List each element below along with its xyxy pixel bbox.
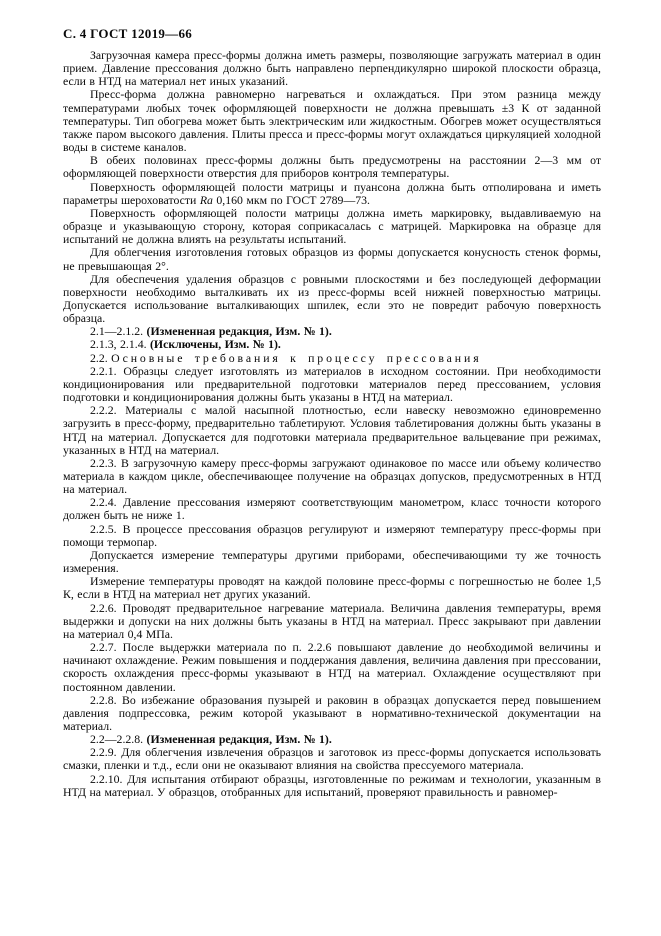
text-run: В обеих половинах пресс-формы должны быть предусмотрены на расстоянии 2—3 мм от оформляющей поверхности отверстия для приборов контроля температуры.: [63, 153, 601, 181]
paragraph: [63, 181, 601, 207]
paragraph: [63, 602, 601, 641]
paragraph: [63, 404, 601, 457]
text-run: 0,160 мкм по ГОСТ 2789—73.: [212, 192, 371, 207]
text-run: Поверхность оформляющей полости матрицы должна иметь маркировку, выдавливаемую на образце и указывающую сторону, которая соприкасалась с матрицей. Маркировка на образце для испытаний не должна влиять на результаты испытаний.: [63, 205, 601, 247]
text-run: 2.2.10. Для испытания отбирают образцы, изготовленные по режимам и технологии, указанным в НТД на материал. У образцов, отобранных для испытаний, проверяют правильность и равномер-: [63, 771, 601, 799]
text-run: Допускается измерение температуры другими приборами, обеспечивающими ту же точность измерения.: [63, 547, 601, 576]
text-run: 2.2.4. Давление прессования измеряют соответствующим манометром, класс точности которого должен быть не ниже 1.: [63, 495, 601, 523]
text-run: Основные требования к процессу прессования: [111, 350, 482, 365]
paragraph: [63, 365, 601, 404]
paragraph: [63, 694, 601, 733]
text-run: 2.1—2.1.2.: [90, 324, 147, 339]
paragraph: [63, 457, 601, 496]
text-run: Для обеспечения удаления образцов с ровными плоскостями и без последующей деформации поверхности необходимо выталкивать их из пресс-формы всей нижней поверхностью матрицы. Допускается использование выталкивающих шпилек, если это не повредит рабочую поверхность образца.: [63, 271, 601, 326]
text-run: Для облегчения изготовления готовых образцов из формы допускается конусность стенок формы, не превышающая 2°.: [63, 245, 601, 273]
text-run: Загрузочная камера пресс-формы должна иметь размеры, позволяющие загружать материал в один прием. Давление прессования должно быть направлено перпендикулярно широкой плоскости образца, если в НТД на материал нет иных указаний.: [63, 48, 601, 89]
text-run: 2.1.3, 2.1.4.: [90, 337, 150, 352]
paragraph: [63, 496, 601, 522]
paragraph: [63, 746, 601, 772]
document-body: [63, 49, 601, 799]
text-run: Пресс-форма должна равномерно нагреваться и охлаждаться. При этом разница между температурами любых точек оформляющей поверхности не должна превышать ±3 К от заданной температуры. Тип обогрева может быть электрическим или жидкостным. Обогрев может осуществляться также паром высокого давления. Плиты пресса и пресс-формы могут охлаждаться циркуляцией холодной воды в системе каналов.: [63, 87, 601, 155]
text-run: (Исключены, Изм. № 1).: [149, 337, 281, 352]
page-header: С. 4 ГОСТ 12019—66: [63, 26, 193, 41]
text-run: (Измененная редакция, Изм. № 1).: [146, 324, 332, 339]
text-run: 2.2.1. Образцы следует изготовлять из материалов в исходном состоянии. При необходимости кондиционирования или предварительной подготовки материалов перед прессованием, условия подготовки и кондиционирования должны быть указаны в НТД на материал.: [63, 363, 601, 405]
text-run: 2.2.8. Во избежание образования пузырей и раковин в образцах допускается перед повышением давления подпрессовка, режим которой указывают в нормативно-технической документации на материал.: [63, 692, 601, 733]
paragraph: [63, 88, 601, 154]
text-run: Поверхность оформляющей полости матрицы и пуансона должна быть отполирована и иметь параметры шероховатости: [63, 179, 601, 207]
paragraph: [63, 246, 601, 272]
text-run: 2.2.9. Для облегчения извлечения образцов и заготовок из пресс-формы допускается использовать смазки, пленки и т.д., если они не оказывают влияния на свойства прессуемого материала.: [63, 745, 601, 773]
text-run: 2.2.7. После выдержки материала по п. 2.2.6 повышают давление до необходимой величины и начинают охлаждение. Режим повышения и поддержания давления, величина давления при прессовании, скорость охлаждения пресс-формы указывают в НТД на материал. Охлаждение осуществляют при постоянном давлении.: [63, 640, 601, 694]
text-run: 2.2.3. В загрузочную камеру пресс-формы загружают одинаковое по массе или объему количество материала в каждом цикле, обеспечивающее получение на образцах допусков, предусмотренных в НТД на материал.: [63, 455, 601, 497]
text-run: 2.2.2. Материалы с малой насыпной плотностью, если навеску невозможно единовременно загрузить в пресс-форму, предварительно таблетируют. Условия таблетирования должны быть указаны в НТД на материал. Допускается для подготовки материала предварительное вальцевание при режимах, указанных в НТД на материал.: [63, 403, 601, 457]
paragraph: [63, 773, 601, 799]
text-run: 2.2.5. В процессе прессования образцов регулируют и измеряют температуру пресс-формы при помощи термопар.: [63, 521, 601, 549]
text-run: (Измененная редакция, Изм. № 1).: [146, 732, 332, 747]
paragraph: [63, 523, 601, 549]
text-run: 2.2.: [90, 350, 112, 365]
text-run: Ra: [199, 192, 213, 207]
paragraph: [63, 49, 601, 88]
paragraph: [63, 273, 601, 326]
text-run: 2.2—2.2.8.: [90, 732, 147, 747]
text-run: Измерение температуры проводят на каждой половине пресс-формы с погрешностью не более 1,5 К, если в НТД на материал нет других указаний.: [63, 574, 601, 602]
text-run: 2.2.6. Проводят предварительное нагревание материала. Величина давления температуры, время выдержки и допуски на них должны быть указаны в НТД на материал. Пресс закрывают при давлении на материал 0,4 МПа.: [63, 600, 601, 641]
paragraph: [63, 154, 601, 180]
paragraph: [63, 575, 601, 601]
paragraph: [63, 641, 601, 694]
paragraph: [63, 549, 601, 575]
paragraph: [63, 207, 601, 246]
